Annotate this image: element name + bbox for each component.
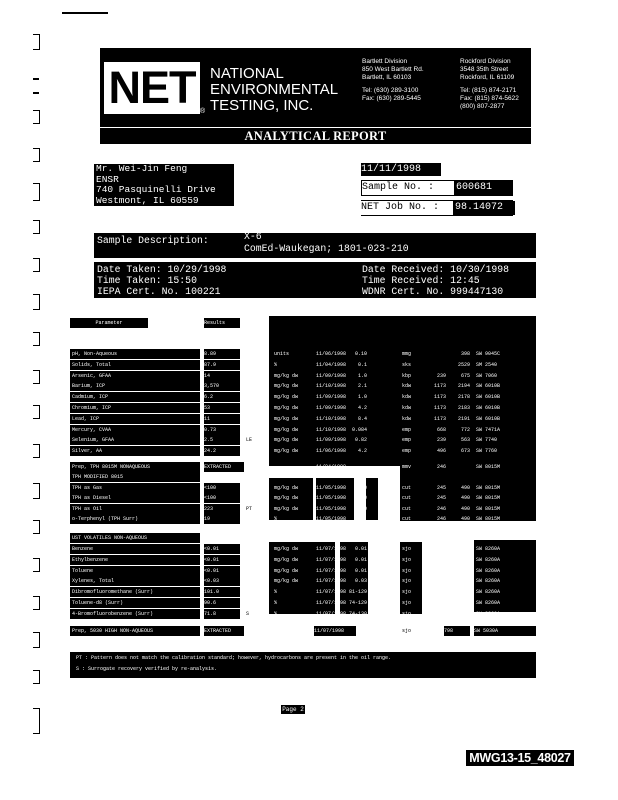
page-number: Page 2 [282,706,304,713]
param-cell: o-Terphenyl (TPH Surr) [70,514,200,524]
method-cell: SW 7471A [476,426,501,433]
analyst-cell: cut [402,495,412,501]
units-cell: mg/kg dw [274,437,299,444]
run-cell: 798 [460,600,470,606]
date-cell: 11/07/1998 [316,578,347,585]
report-date: 11/11/1998 [361,163,441,176]
net-logo: NET [104,62,200,114]
param-cell: Dibromofluoromethane (Surr) [70,587,200,597]
notes-box [70,652,536,678]
result-cell: 3,570 [204,381,240,391]
run-cell: 798 [460,567,470,574]
run-cell: 2191 [457,415,470,422]
rockford-address: Rockford Division 3548 35th Street Rockford, IL 61109 Tel: (815) 874-2171 Fax: (815) 874-5622 (800) 807-2877 [460,58,519,110]
job-number: 98.14072 [453,201,515,215]
group-header-analyst: sjo [402,628,412,634]
method-cell: SW 6010B [476,383,501,390]
date-cell: 11/05/1998 [316,505,347,512]
date-cell: 11/09/1998 [316,372,347,379]
units-cell: % [274,516,278,522]
analyst-cell: sjo [402,600,412,606]
method-cell: SM 2540 [476,361,498,368]
prep-cell: 245 [436,484,446,491]
prep-cell: 1173 [433,383,446,390]
rql-cell: 100 [357,505,367,512]
units-cell: mg/kg dw [274,415,299,422]
analyst-cell: sjo [402,556,412,563]
units-cell: mg/kg dw [274,484,299,491]
date-cell: 11/09/1998 [316,394,347,401]
method-cell: SW 7060 [476,372,498,379]
group-header-prep: 246 [436,464,446,470]
method-cell: SW 8015M [476,516,501,522]
results-table: Parameter Results pH, Non-Aqueous 8.89 units 11/06/1998 0.10 mmg 398 SW 9045C Solids, Total 87.9 % 11/04/1998 0.1 sks 2529 SM 2540 Arsenic, GFAA 14 mg/kg dw 11/09/1998 1.0 kbp 239 675 SW 7060 Barium, ICP 3,570 mg/kg dw 11/10/1998 2.1 kdw 1173 2194 SW 6010B Cadmium, ICP 6.2 mg/kg dw 11/09/1998 1.0 kdw 1173 2178 SW 6010B Chromium, ICP 53 mg/kg dw 11/09/1998 4.2 kdw 1173 2183 SW 6010B Lead, ICP 11 mg/kg dw 11/10/1998 8.4 kdw 1173 2191 SW 6010B Mercury, CVAA 0.73 mg/kg dw 11/10/1998 0.084 emp 668 772 SW 7471A Selenium, GFAA 2.5 LE mg/kg dw 11/09/1998 0.82 emp 239 563 SW 7740 Silver, AA 24.2 mg/kg dw 11/06/1998 4.2 emp 496 673 SW 7760 Prep, TPH 8015M NONAQUEOUS EXTRACTED 11/04/1998 mmv 246 SW 8015M TPH MODIFIED 8015 TPH as Gas <100 mg/kg dw 11/05/1998 100 cut 245 490 SW 8015M TPH as Diesel <100 mg/kg dw 11/05/1998 100 cut 245 490 SW 8015M TPH as Oil 223 PT mg/kg dw 11/05/1998 100 cut 246 490 SW 8015M o-Terphenyl (TPH Surr) 19 % 11/05/1998 cut 246 490 SW 8015M UST VOLATILES NON-AQUEOUS Benzene <0.01 mg/kg dw 11/07/1998 0.01 sjo 798 SW 8260A Ethylbenzene <0.01 mg/kg dw 11/07/1998 0.01 sjo 798 SW 8260A Toluene <0.01 mg/kg dw 11/07/1998 0.01 sjo 798 SW 8260A Xylenes, Total <0.03 mg/kg dw 11/07/1998 0.03 sjo 798 SW 8260A Dibromofluoromethane (Surr) 101.0 % 11/07/1998 81-129 sjo 798 SW 8260A Toluene-d8 (Surr) 90.6 % 11/07/1998 74-129 sjo 798 SW 8260A 4-Bromofluorobenzene (Surr) 71.8 S % 11/07/1998 74-130 sjo 798 SW 8260A Prep, 5030 HIGH NON-AQUEOUS EXTRACTED 11/07/1998 sjo 798 SW 5030A [0,0,618,800]
method-cell: SW 7740 [476,437,498,444]
prep-cell: 1173 [433,405,446,411]
param-cell: Benzene [70,544,200,554]
prep-cell: 1173 [433,415,446,422]
prep-cell: 496 [436,448,446,455]
units-cell: % [274,600,278,606]
units-cell: mg/kg dw [274,505,299,512]
analyst-cell: kbp [402,372,412,379]
date-cell: 11/10/1998 [316,426,347,433]
date-cell: 11/05/1998 [316,516,347,522]
method-cell: SW 8260A [476,556,501,563]
analyst-cell: kdw [402,383,412,390]
group-header-result: EXTRACTED [204,462,244,472]
sample-dates: Date Taken: 10/29/1998 Time Taken: 15:50 IEPA Cert. No. 100221 Date Received: 10/30/1998 Time Received: 12:45 WDNR Cert. No. 999447130 [94,262,536,298]
group-header-date: 11/04/1998 [316,464,347,470]
units-cell: mg/kg dw [274,556,299,563]
method-cell: SW 8260A [476,610,501,617]
prep-cell [428,360,446,370]
group-header-analyst: mmv [402,464,412,470]
run-cell: 490 [460,484,470,491]
method-cell: SW 8015M [476,505,501,512]
note-s: S : Surrogate recovery verified by re-analysis. [76,666,218,672]
units-cell: mg/kg dw [274,495,299,501]
method-cell: SW 6010B [476,394,501,401]
rql-cell: 0.01 [354,567,367,574]
result-cell: <100 [204,483,240,493]
run-cell: 490 [460,505,470,512]
date-cell: 11/07/1998 [316,610,347,617]
date-cell: 11/07/1998 [316,589,347,596]
param-cell: Barium, ICP [70,381,200,391]
date-cell: 11/07/1998 [316,567,347,574]
method-cell: SW 8260A [476,578,501,585]
analyst-cell: mmg [402,351,412,357]
date-cell: 11/06/1998 [316,448,347,455]
param-cell: TPH as Gas [70,483,200,493]
units-cell: mg/kg dw [274,405,299,411]
date-cell: 11/05/1998 [316,484,347,491]
units-cell: mg/kg dw [274,383,299,390]
registered-mark: ® [200,108,206,115]
method-cell: SW 6010B [476,415,501,422]
result-cell: 11 [204,414,240,424]
param-cell: 4-Bromofluorobenzene (Surr) [70,609,200,619]
group-header-result: EXTRACTED [204,626,244,636]
rql-cell: 74-130 [348,610,367,617]
result-cell: 14 [204,371,240,381]
date-cell: 11/07/1998 [316,600,347,606]
result-cell: 53 [204,403,240,413]
date-cell: 11/09/1998 [316,437,347,444]
units-cell: mg/kg dw [274,394,299,401]
param-cell: Ethylbenzene [70,555,200,565]
analyst-cell: emp [402,448,412,455]
param-cell: Cadmium, ICP [70,392,200,402]
rql-cell: 0.01 [354,556,367,563]
method-cell: SW 8015M [476,495,501,501]
units-cell: mg/kg dw [274,372,299,379]
rql-cell: 81-129 [348,589,367,596]
run-cell: 490 [460,495,470,501]
sample-number: 600681 [454,181,513,195]
result-cell: <100 [204,493,240,503]
result-cell: <0.01 [204,566,240,576]
bartlett-address: Bartlett Division 850 West Bartlett Rd. Bartlett, IL 60103 Tel: (630) 289-3100 Fax: (630) 289-5445 [362,58,424,102]
rql-cell: 4.2 [357,405,367,411]
analyst-cell: sjo [402,589,412,596]
analyst-cell: sjo [402,610,412,617]
param-cell: Silver, AA [70,446,200,456]
prep-cell: 245 [436,495,446,501]
result-cell: 19 [204,514,240,524]
rql-cell: 0.01 [354,546,367,552]
run-cell: 798 [460,546,470,552]
run-cell: 798 [460,556,470,563]
result-cell: 90.6 [204,598,240,608]
param-cell: TPH as Oil [70,504,200,514]
run-cell: 798 [460,578,470,585]
method-cell: SW 8260A [476,567,501,574]
prep-cell [428,349,446,359]
units-cell: mg/kg dw [274,578,299,585]
date-cell: 11/07/1998 [316,546,347,552]
date-cell: 11/09/1998 [316,405,347,411]
units-cell: units [274,351,290,357]
job-number-row: NET Job No. : 98.14072 [361,200,513,216]
analyst-cell: sjo [402,578,412,585]
result-cell: 71.8 [204,609,240,619]
rql-cell: 74-129 [348,600,367,606]
group-header: Prep, 5030 HIGH NON-AQUEOUS [70,626,200,636]
group-header-date: 11/07/1998 [314,626,356,636]
result-cell: 223 [204,504,240,514]
units-cell: % [274,589,278,596]
sample-number-row: Sample No. : 600681 [361,180,513,196]
param-cell: TPH MODIFIED 8015 [70,472,200,482]
param-cell: Lead, ICP [70,414,200,424]
run-cell: 772 [460,426,470,433]
run-cell: 398 [460,351,470,357]
analyst-cell: cut [402,516,412,522]
analyst-cell: kdw [402,415,412,422]
units-cell: % [274,610,278,617]
units-cell: mg/kg dw [274,567,299,574]
rql-cell [338,514,367,524]
run-cell: 2183 [457,405,470,411]
group-header-prep: 798 [444,626,470,636]
result-cell: <0.01 [204,544,240,554]
flag-cell: LE [246,437,253,444]
prep-cell: 1173 [433,394,446,401]
analyst-cell: kdw [402,394,412,401]
rql-cell: 0.084 [351,426,367,433]
rql-cell: 8.4 [357,415,367,422]
analyst-cell: sks [402,361,412,368]
analyst-cell: cut [402,505,412,512]
param-cell: Solids, Total [70,360,200,370]
param-cell: Xylenes, Total [70,576,200,586]
run-cell: 2194 [457,383,470,390]
analyst-cell: emp [402,437,412,444]
sample-description: Sample Description: X-6 ComEd-Waukegan; 1801-023-210 [94,233,536,258]
param-cell: Mercury, CVAA [70,425,200,435]
units-cell: mg/kg dw [274,546,299,552]
param-cell: Toluene-d8 (Surr) [70,598,200,608]
analyst-cell: sjo [402,546,412,552]
prep-cell: 668 [436,426,446,433]
flag-cell: S [246,610,250,617]
group-header: UST VOLATILES NON-AQUEOUS [70,533,200,543]
param-cell: TPH as Diesel [70,493,200,503]
run-cell: 798 [460,589,470,596]
method-cell: SW 6010B [476,405,501,411]
method-cell: SW 9045C [476,351,501,357]
result-cell: <0.01 [204,555,240,565]
group-header-method: SW 8015M [476,464,501,470]
run-cell: 675 [460,372,470,379]
rql-cell: 0.82 [354,437,367,444]
prep-cell: 246 [436,505,446,512]
group-header: Prep, TPH 8015M NONAQUEOUS [70,462,200,472]
rql-cell: 4.2 [357,448,367,455]
date-cell: 11/07/1998 [316,556,347,563]
rql-cell: 1.0 [357,394,367,401]
method-cell: SW 8015M [476,484,501,491]
result-cell: 0.73 [204,425,240,435]
client-address: Mr. Wei-Jin Feng ENSR 740 Pasquinelli Drive Westmont, IL 60559 [94,164,234,206]
result-cell: 2.5 [204,435,240,445]
date-cell: 11/05/1998 [316,495,347,501]
group-header-method: SW 5030A [474,626,536,636]
analyst-cell: cut [402,484,412,491]
result-cell: 87.9 [204,360,240,370]
analyst-cell: kdw [402,405,412,411]
rql-cell: 0.10 [354,351,367,357]
rql-cell: 2.1 [357,383,367,390]
method-cell: SW 7760 [476,448,498,455]
prep-cell: 239 [436,437,446,444]
document-id: MWG13-15_48027 [466,750,574,766]
units-cell: mg/kg dw [274,448,299,455]
date-cell: 11/10/1998 [316,383,347,390]
param-cell: Arsenic, GFAA [70,371,200,381]
company-name: NATIONAL ENVIRONMENTAL TESTING, INC. [210,65,339,114]
units-cell: % [274,361,278,368]
param-cell: pH, Non-Aqueous [70,349,200,359]
flag-cell: PT [246,505,253,512]
rql-cell: 0.1 [357,361,367,368]
date-cell: 11/04/1998 [316,361,347,368]
run-cell: 2178 [457,394,470,401]
rql-cell: 0.03 [354,578,367,585]
rql-cell: 100 [357,484,367,491]
result-cell: 101.0 [204,587,240,597]
run-cell: 798 [460,610,470,617]
report-title: ANALYTICAL REPORT [244,129,387,143]
method-cell: SW 8260A [476,546,501,552]
analyst-cell: sjo [402,567,412,574]
prep-cell: 239 [436,372,446,379]
rql-cell: 1.0 [357,372,367,379]
run-cell: 563 [460,437,470,444]
result-cell: 24.2 [204,446,240,456]
method-cell: SW 8260A [476,589,501,596]
run-cell: 673 [460,448,470,455]
run-cell: 490 [460,516,470,522]
units-cell: mg/kg dw [274,426,299,433]
param-cell: Selenium, GFAA [70,435,200,445]
prep-cell: 246 [436,516,446,522]
note-pt: PT : Pattern does not match the calibration standard; however, hydrocarbons are present in the oil range. [76,655,392,661]
date-cell: 11/10/1998 [316,415,347,422]
param-cell: Toluene [70,566,200,576]
result-cell: 6.2 [204,392,240,402]
rql-cell: 100 [357,495,367,501]
result-cell: 8.89 [204,349,240,359]
run-cell: 2529 [457,361,470,368]
date-cell: 11/06/1998 [316,351,347,357]
method-cell: SW 8260A [476,600,501,606]
result-cell: <0.03 [204,576,240,586]
param-cell: Chromium, ICP [70,403,200,413]
analyst-cell: emp [402,426,412,433]
